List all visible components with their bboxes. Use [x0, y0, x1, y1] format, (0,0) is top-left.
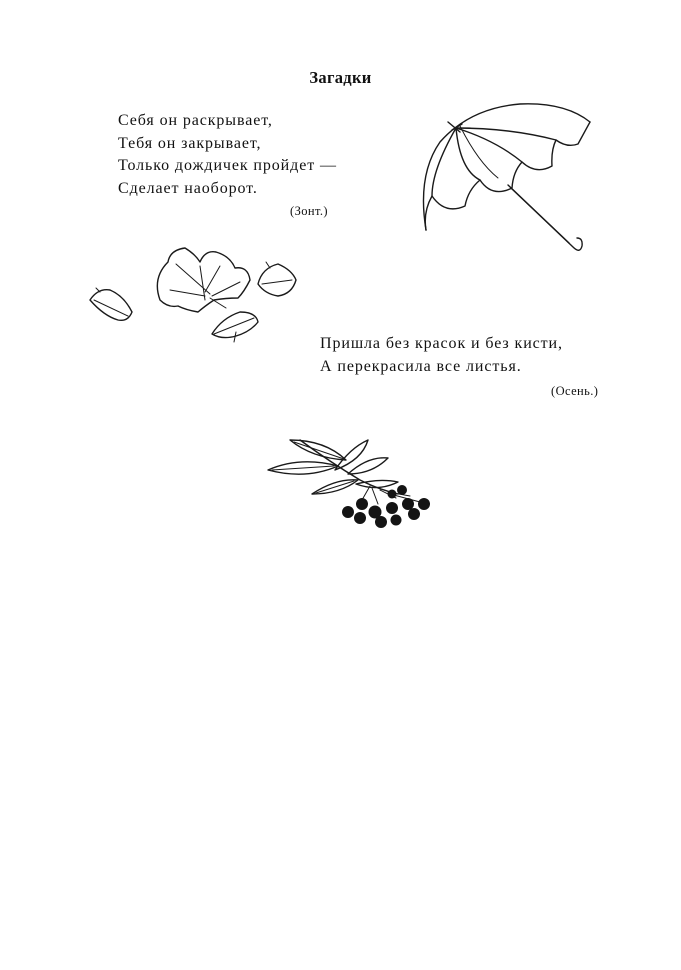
- riddle-2-answer: (Осень.): [551, 384, 599, 398]
- riddle-1-line-3: Только дождичек пройдет —: [118, 157, 337, 174]
- riddle-1-poem: [118, 110, 337, 200]
- riddle-1-answer: (Зонт.): [290, 204, 328, 218]
- riddle-2-poem: [320, 333, 563, 378]
- riddle-2-line-1: Пришла без красок и без кисти,: [320, 335, 563, 352]
- riddle-1-line-4: Сделает наоборот.: [118, 179, 258, 197]
- riddle-1-line-1: Себя он раскрывает,: [118, 112, 273, 129]
- riddle-1-line-2: Тебя он закрывает,: [118, 134, 262, 152]
- riddle-2-line-2: А перекрасила все листья.: [320, 357, 522, 375]
- page-title: Загадки: [309, 68, 372, 87]
